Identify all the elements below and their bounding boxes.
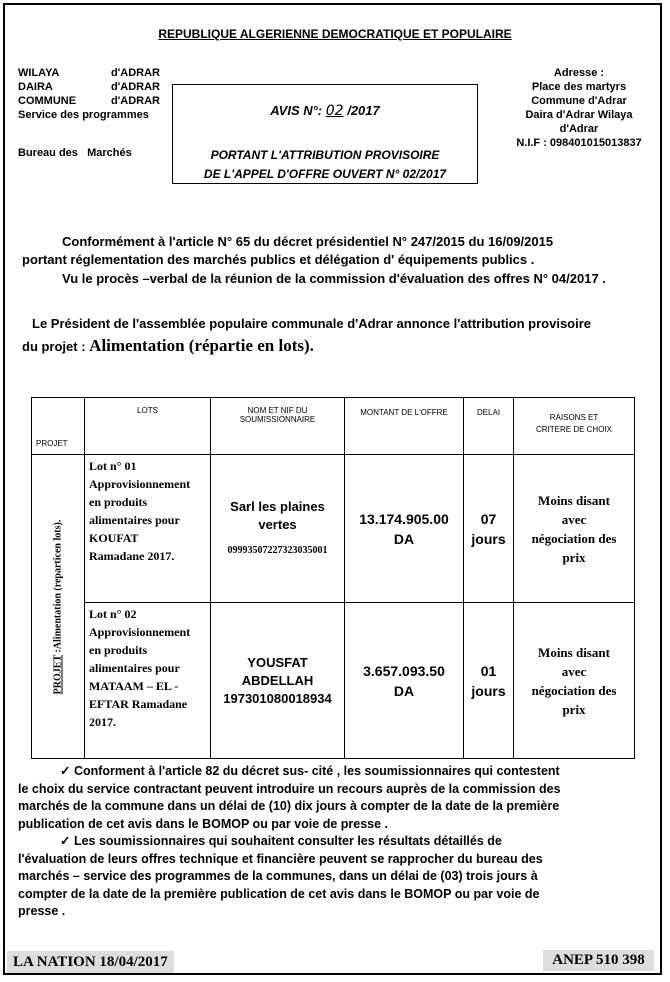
col-header-projet: PROJET: [32, 398, 85, 455]
address-block: Adresse : Place des martyrs Commune d'Adrar Daira d'Adrar Wilaya d'Adrar N.I.F : 098401015013837: [516, 67, 642, 149]
republic-header: REPUBLIQUE ALGERIENNE DEMOCRATIQUE ET POPULAIRE: [158, 27, 512, 41]
bullet-1-line: ✓ Conforment à l'article 82 du décret sus- cité , les soumissionnaires qui contestent: [60, 764, 560, 778]
montant-cell: 13.174.905.00 DA: [345, 455, 464, 603]
col-header-soumissionnaire: NOM ET NIF DU SOUMISSIONNAIRE: [211, 398, 345, 455]
attribution-table: [31, 397, 635, 759]
lot-cell: Lot n° 02 Approvisionnement en produits alimentaires pour MATAAM – EL - EFTAR Ramadane 2017.: [85, 603, 211, 759]
bullet-2-line: compter de la date de la première publication de cet avis dans le BOMOP ou par voie de: [18, 886, 540, 901]
table-row: [32, 455, 635, 603]
conditions-text: [18, 763, 648, 921]
montant-cell: 3.657.093.50 DA: [345, 603, 464, 759]
issuer-label: WILAYA: [18, 67, 60, 79]
lot-cell: Lot n° 01 Approvisionnement en produits alimentaires pour KOUFAT Ramadane 2017.: [85, 455, 211, 603]
bullet-1-line: marchés de la commune dans un délai de (10) dix jours à compter de la date de la première: [18, 799, 560, 813]
raison-cell: Moins disant avec négociation des prix: [514, 603, 635, 759]
avis-number-line: AVIS N°: 02 /2017: [270, 103, 380, 119]
col-header-raisons: RAISONS ET CRITERE DE CHOIX: [514, 398, 635, 455]
delai-cell: 07 jours: [464, 455, 514, 603]
projet-cell: [32, 455, 85, 759]
announce-line-2: du projet : Alimentation (répartie en lots).: [22, 336, 314, 355]
announce-line-1: Le Président de l'assemblée populaire communale d'Adrar annonce l'attribution provisoire: [32, 316, 592, 331]
bullet-2-line: ✓ Les soumissionnaires qui souhaitent consulter les résultats détaillés de: [60, 834, 502, 848]
table-row: [32, 603, 635, 759]
bullet-2-line: presse .: [18, 904, 66, 918]
col-header-delai: DELAI: [464, 398, 514, 455]
project-name: Alimentation (répartie en lots).: [89, 336, 314, 355]
raison-cell: Moins disant avec négociation des prix: [514, 455, 635, 603]
issuer-value: d'ADRAR: [110, 95, 160, 107]
issuer-label: DAIRA: [18, 81, 53, 93]
avis-subject: PORTANT L'ATTRIBUTION PROVISOIRE DE L'APPEL D'OFFRE OUVERT N° 02/2017: [203, 148, 447, 181]
col-header-lots: LOTS: [85, 398, 211, 455]
col-header-montant: MONTANT DE L'OFFRE: [345, 398, 464, 455]
service-name: Service des programmes: [18, 109, 149, 121]
issuer-block: [18, 66, 160, 122]
intro-line-1: Conformément à l'article N° 65 du décret présidentiel N° 247/2015 du 16/09/2015: [62, 234, 554, 249]
table-header-row: [32, 398, 635, 455]
issuer-label: COMMUNE: [18, 95, 77, 107]
newspaper-date: LA NATION 18/04/2017: [7, 951, 174, 973]
nif-value: 099935072273230350​01: [227, 544, 328, 556]
issuer-value: d'ADRAR: [110, 81, 160, 93]
intro-line-2: portant réglementation des marchés publics et délégation d' équipements publics .: [22, 252, 535, 267]
bullet-1-line: le choix du service contractant peuvent introduire un recours auprès de la commission des: [18, 781, 561, 796]
bullet-1-line: publication de cet avis dans le BOMOP ou par voie de presse .: [18, 816, 389, 831]
soumissionnaire-cell: YOUSFAT ABDELLAH 197301080018934: [211, 603, 345, 759]
anep-reference: ANEP 510 398: [543, 950, 654, 971]
nif-value: 197301080018934: [223, 690, 332, 706]
intro-line-3: Vu le procès –verbal de la réunion de la commission d'évaluation des offres N° 04/2017 .: [62, 271, 606, 286]
bullet-2-line: marchés – service des programmes de la communes, dans un délai de (03) trois jours à: [18, 869, 538, 883]
projet-rotated-label: PROJET :Alimentation (reparticen lots).: [52, 519, 64, 694]
issuer-value: d'ADRAR: [110, 67, 160, 79]
soumissionnaire-cell: Sarl les plaines vertes 099935072273230350​01: [211, 455, 345, 603]
bullet-2-line: l'évaluation de leurs offres technique et financière peuvent se rapprocher du bureau des: [18, 851, 543, 866]
delai-cell: 01 jours: [464, 603, 514, 759]
bureau-line: Bureau des Marchés: [18, 147, 132, 159]
avis-number: 02: [325, 103, 344, 119]
